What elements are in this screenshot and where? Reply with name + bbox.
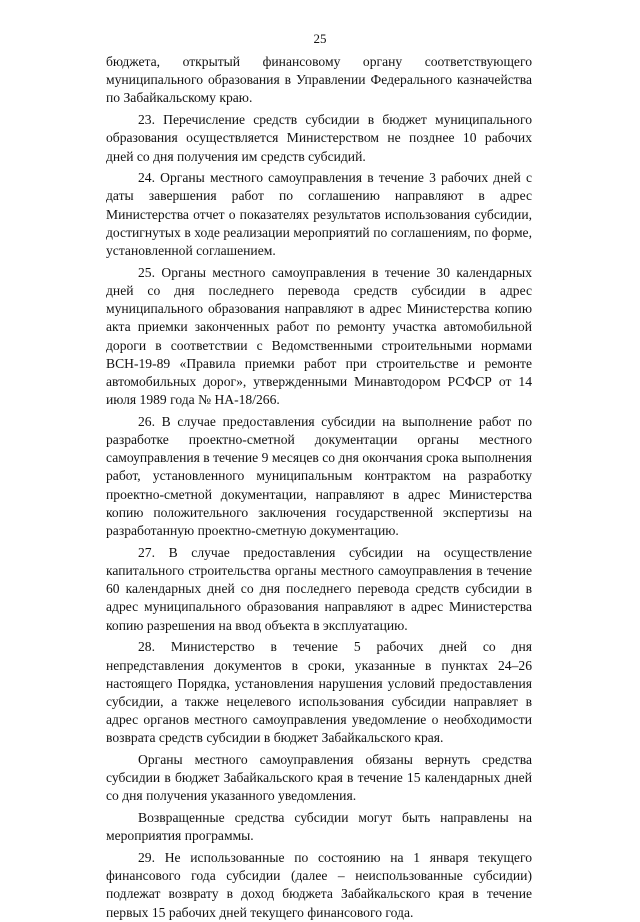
paragraph-25: 25. Органы местного самоуправления в течение 30 календарных дней со дня последнего перевода средств субсидии в адрес муниципального образования направляют в адрес Министерства копию акта приемки законченных работ по ремонту участка автомобильной дороги в соответствии с Ведомственными строительными нормами ВСН-19-89 «Правила приемки работ при строительстве и ремонте автомобильных дорог», утвержденными Минавтодором РСФСР от 14 июля 1989 года № НА-18/266. [106, 264, 532, 408]
paragraph-28-return-obligation: Органы местного самоуправления обязаны вернуть средства субсидии в бюджет Забайкальского края в течение 15 календарных дней со дня получения указанного уведомления. [106, 752, 532, 804]
paragraph-23: 23. Перечисление средств субсидии в бюджет муниципального образования осуществляется Министерством не позднее 10 рабочих дней со дня получения им средств субсидий. [106, 112, 532, 164]
paragraph-28-redirect: Возвращенные средства субсидии могут быть направлены на мероприятия программы. [106, 810, 532, 844]
paragraph-28: 28. Министерство в течение 5 рабочих дней со дня непредставления документов в сроки, указанные в пунктах 24–26 настоящего Порядка, установления нарушения условий предоставления субсидии, а также нецелевого использования субсидии направляет в адрес органов местного самоуправления уведомление о необходимости возврата средств субсидии в бюджет Забайкальского края. [106, 639, 532, 746]
paragraph-27: 27. В случае предоставления субсидии на осуществление капитального строительства органы местного самоуправления в течение 60 календарных дней со дня последнего перевода средств субсидии в адрес муниципального образования направляют в адрес Министерства копию разрешения на ввод объекта в эксплуатацию. [106, 544, 532, 633]
paragraph-continuation: бюджета, открытый финансовому органу соответствующего муниципального образования в Управлении Федерального казначейства по Забайкальскому краю. [106, 54, 532, 106]
paragraph-29: 29. Не использованные по состоянию на 1 января текущего финансового года субсидии (далее – неиспользованные субсидии) подлежат возврату в доход бюджета Забайкальского края в течение первых 15 рабочих дней текущего финансового года. [106, 850, 532, 920]
page-number: 25 [313, 31, 327, 46]
document-body [106, 53, 532, 922]
paragraph-26: 26. В случае предоставления субсидии на выполнение работ по разработке проектно-сметной документации органы местного самоуправления в течение 9 месяцев со дня окончания срока выполнения работ, установленного муниципальным контрактом на разработку проектно-сметной документации, направляют в адрес Министерства копию положительного заключения государственной экспертизы на разработанную проектно-сметную документацию. [106, 413, 532, 539]
paragraph-24: 24. Органы местного самоуправления в течение 3 рабочих дней с даты завершения работ по соглашению направляют в адрес Министерства отчет о показателях результатов использования субсидии, достигнутых в ходе реализации мероприятий по соглашениям, по форме, установленной соглашением. [106, 170, 532, 259]
